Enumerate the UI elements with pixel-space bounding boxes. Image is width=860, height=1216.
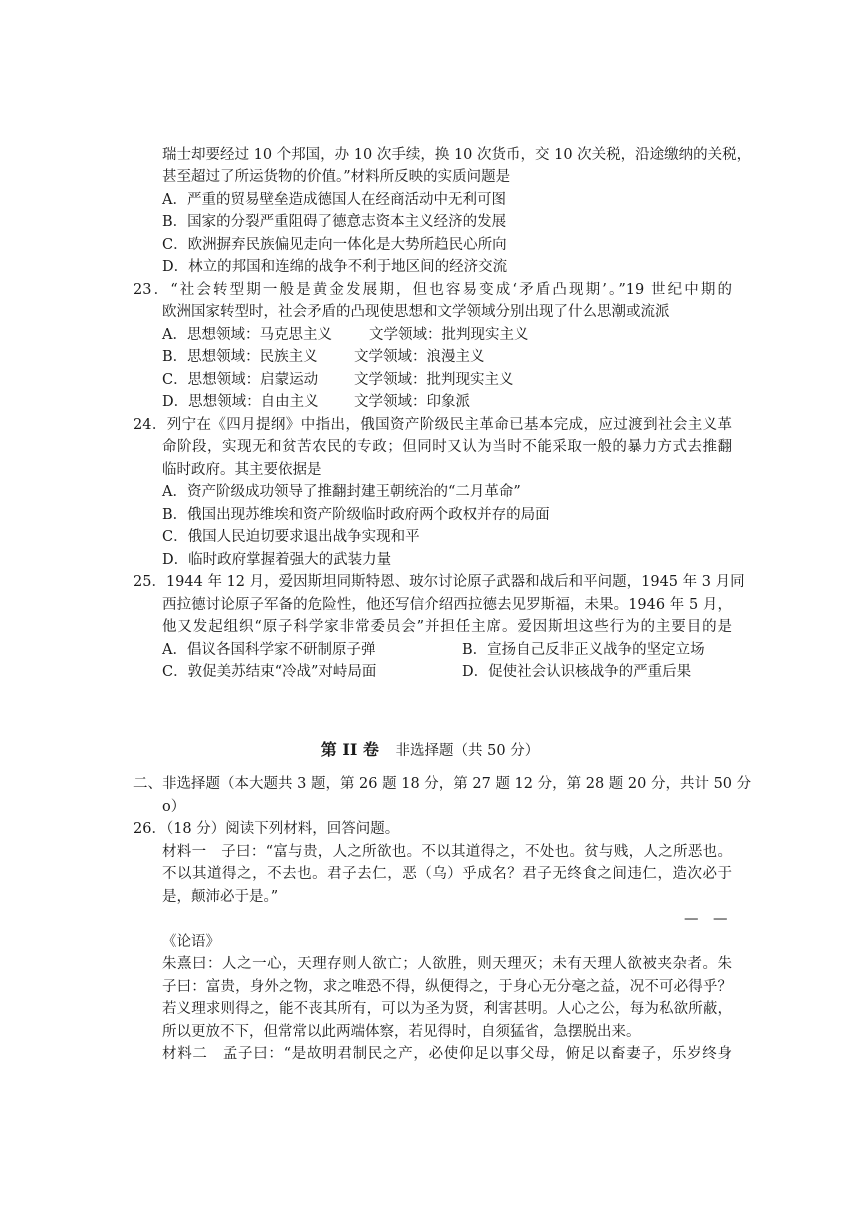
q26-material1-line-2: 不以其道得之，不去也。君子去仁，恶（乌）乎成名？君子无终食之间违仁，造次必于 xyxy=(162,866,732,882)
q25-option-d: D．促使社会认识核战争的严重后果 xyxy=(462,664,692,680)
q24-option-a: A．资产阶级成功领导了推翻封建王朝统治的“二月革命” xyxy=(162,484,521,500)
q25-option-b: B．宣扬自己反非正义战争的坚定立场 xyxy=(462,642,705,658)
q26-source-title: 《论语》 xyxy=(162,934,220,950)
q25-stem-line-3: 他又发起组织“原子科学家非常委员会”并担任主席。爱因斯坦这些行为的主要目的是 xyxy=(162,619,732,635)
q26-zhuxi-line-4: 所以更放不下，但常常以此两端体察，若见得时，自须猛省，急摆脱出来。 xyxy=(162,1024,641,1040)
q24-stem-line-3: 临时政府。其主要依据是 xyxy=(162,462,322,478)
q22-option-d: D．林立的邦国和连绵的战争不利于地区间的经济交流 xyxy=(162,259,508,275)
q26-material1-line-1: 材料一 子曰：“富与贵，人之所欲也。不以其道得之，不处也。贫与贱，人之所恶也。 xyxy=(162,844,732,860)
q26-material2-line-1: 材料二 孟子曰：“是故明君制民之产，必使仰足以事父母，俯足以畜妻子，乐岁终身 xyxy=(162,1046,732,1062)
q25-stem-line-1: 25．1944 年 12 月，爱因斯坦同斯特恩、玻尔讨论原子武器和战后和平问题，1945 年 3 月同 xyxy=(133,574,745,590)
q25-option-a: A．倡议各国科学家不研制原子弹 xyxy=(162,642,376,658)
q23-stem-line-1: 23．“社会转型期一般是黄金发展期，但也容易变成‘矛盾凸现期’。”19 世纪中期的 xyxy=(133,282,732,298)
q23-option-c-literature: 文学领域：批判现实主义 xyxy=(354,372,514,388)
q23-stem-line-2: 欧洲国家转型时，社会矛盾的凸现使思想和文学领域分别出现了什么思潮或流派 xyxy=(162,304,670,320)
q24-option-d: D．临时政府掌握着强大的武装力量 xyxy=(162,552,392,568)
q24-option-b: B．俄国出现苏维埃和资产阶级临时政府两个政权并存的局面 xyxy=(162,507,550,523)
section-intro-line-2: o） xyxy=(162,799,186,815)
q22-option-b: B．国家的分裂严重阻碍了德意志资本主义经济的发展 xyxy=(162,214,507,230)
q23-option-a-thought: A．思想领域：马克思主义 xyxy=(162,327,332,343)
q23-option-b-literature: 文学领域：浪漫主义 xyxy=(354,349,485,365)
section-title-main: 第 II 卷 xyxy=(320,740,379,759)
q23-option-d-thought: D．思想领域：自由主义 xyxy=(162,394,319,410)
q26-source-dash: — — xyxy=(684,911,728,927)
q26-zhuxi-line-3: 若义理求则得之，能不丧其所有，可以为圣为贤，利害甚明。人心之公，每为私欲所蔽， xyxy=(162,1001,732,1017)
q25-stem-line-2: 西拉德讨论原子军备的危险性，他还写信介绍西拉德去见罗斯福，未果。1946 年 5 月， xyxy=(162,597,732,613)
q26-zhuxi-line-2: 子曰：富贵，身外之物，求之唯恐不得，纵便得之，于身心无分毫之益，况不可必得乎？ xyxy=(162,979,732,995)
q23-option-d-literature: 文学领域：印象派 xyxy=(354,394,470,410)
q23-option-b-thought: B．思想领域：民族主义 xyxy=(162,349,318,365)
q24-stem-line-1: 24．列宁在《四月提纲》中指出，俄国资产阶级民主革命已基本完成，应过渡到社会主义革 xyxy=(133,417,732,433)
q25-option-c: C．敦促美苏结束“冷战”对峙局面 xyxy=(162,664,377,680)
q22-stem-line-2: 甚至超过了所运货物的价值。”材料所反映的实质问题是 xyxy=(162,169,511,185)
section-title-sub: 非选择题（共 50 分） xyxy=(395,743,540,759)
q26-stem: 26．（18 分）阅读下列材料，回答问题。 xyxy=(133,821,400,837)
section-title xyxy=(0,739,860,762)
q22-option-a: A．严重的贸易壁垒造成德国人在经商活动中无利可图 xyxy=(162,192,506,208)
q26-material1-line-3: 是，颠沛必于是。” xyxy=(162,889,279,905)
section-intro-line-1: 二、非选择题（本大题共 3 题，第 26 题 18 分，第 27 题 12 分，第 28 题 20 分，共计 50 分 xyxy=(133,776,752,792)
q26-zhuxi-line-1: 朱熹曰：人之一心，天理存则人欲亡；人欲胜，则天理灭；未有天理人欲被夹杂者。朱 xyxy=(162,956,732,972)
q23-option-c-thought: C．思想领域：启蒙运动 xyxy=(162,372,319,388)
q22-option-c: C．欧洲摒弃民族偏见走向一体化是大势所趋民心所向 xyxy=(162,237,507,253)
q23-option-a-literature: 文学领域：批判现实主义 xyxy=(369,327,529,343)
q22-stem-line-1: 瑞士却要经过 10 个邦国，办 10 次手续，换 10 次货币，交 10 次关税，沿途缴纳的关税， xyxy=(162,147,752,163)
q24-option-c: C．俄国人民迫切要求退出战争实现和平 xyxy=(162,529,420,545)
q24-stem-line-2: 命阶段，实现无和贫苦农民的专政；但同时又认为当时不能采取一般的暴力方式去推翻 xyxy=(162,439,732,455)
